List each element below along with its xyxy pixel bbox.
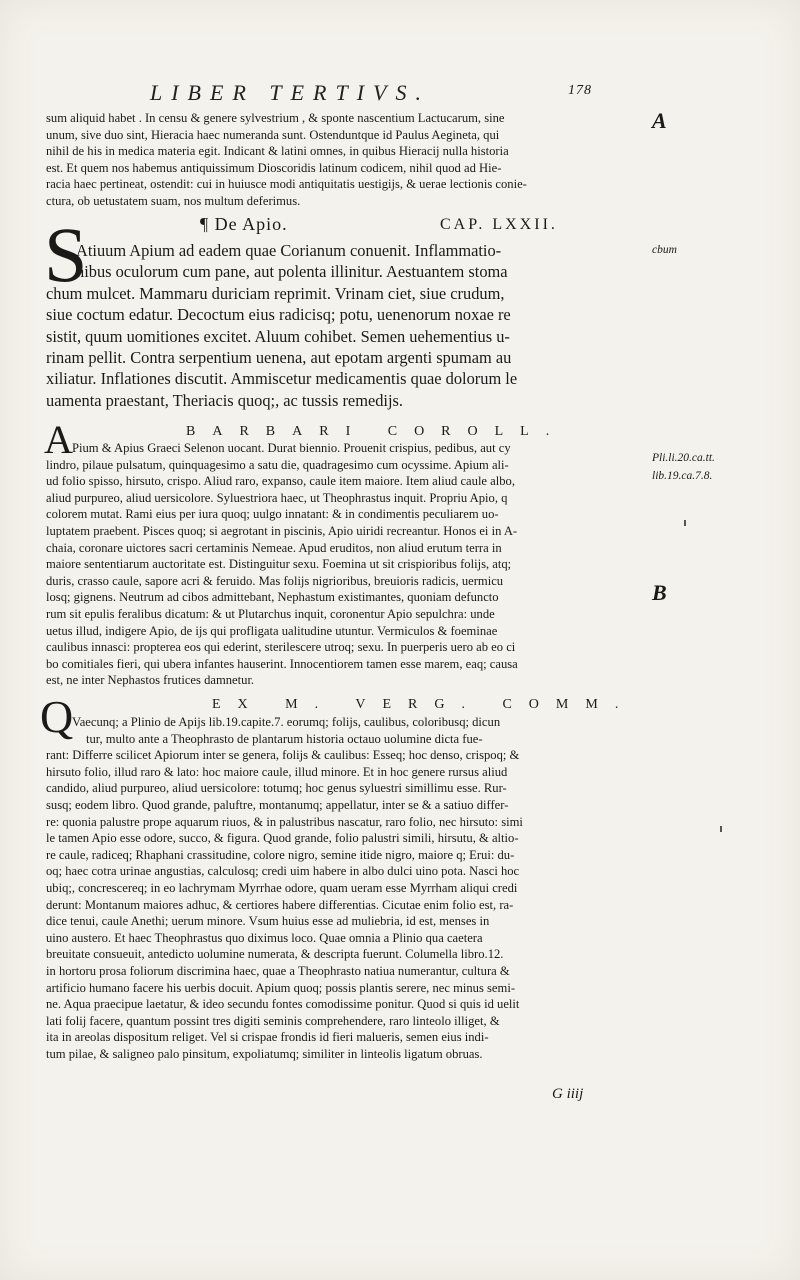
text-line: racia haec pertineat, ostendit: cui in huiusce modi antiquitatis uestigijs, & uerae lectionis conie- xyxy=(46,177,527,192)
text-line: dice tenui, caule Anethi; uerum minore. Vsum huius esse ad muliebria, id est, menses in xyxy=(46,914,490,929)
folio-number: 178 xyxy=(568,83,592,98)
text-line: nibus oculorum cum pane, aut polenta illinitur. Aestuantem stoma xyxy=(76,262,508,282)
text-line: nihil de his in medica materia egit. Indicant & latini omnes, in quibus Hieracij nulla historia xyxy=(46,144,509,159)
dioscorides-text xyxy=(46,240,638,411)
margin-note-top: cbum xyxy=(652,244,677,256)
text-line: est. Et quem nos habemus antiquissimum Dioscoridis latinum codicem, nihil quod ad Hie- xyxy=(46,160,502,175)
text-line: hirsuto folio, illud raro & lato: hoc maiore caule, illud minore. Et in hoc genere rursus aliud xyxy=(46,764,508,779)
text-line: ne. Aqua praecipue laetatur, & ideo secundu fontes comodissime ponitur. Quod si quis id uelit xyxy=(46,997,520,1012)
text-line: sum aliquid habet . In censu & genere sylvestrium , & sponte nascentium Lactucarum, sine xyxy=(46,111,505,125)
signature-mark: G iiij xyxy=(552,1086,584,1102)
text-line: aliud purpureo, aliud uersicolore. Syluestriora haec, ut Theophrastus inquit. Propriu Apio, q xyxy=(46,490,508,505)
text-line: ubiq;, concrescereq; in eo lachrymam Myrrhae odore, quam ueram esse Myrrham aliqui credi xyxy=(46,880,518,895)
text-line: Pium & Apius Graeci Selenon uocant. Durat biennio. Prouenit crispius, pedibus, aut cy xyxy=(72,441,511,455)
margin-reference-2: lib.19.ca.7.8. xyxy=(652,470,713,482)
text-line: maiore sententiarum auctoritate est. Distinguitur sexu. Foemina ut sit crispioribus folijs, atq; xyxy=(46,557,512,572)
text-line: rinam pellit. Contra serpentium uenena, aut epotam argenti spumam au xyxy=(46,348,512,368)
margin-reference-1: Pli.li.20.ca.tt. xyxy=(652,452,715,464)
text-line: rant: Differre scilicet Apiorum inter se genera, folijs & caulibus: Esseq; hoc denso, crispoq; & xyxy=(46,748,520,763)
text-line: Atiuum Apium ad eadem quae Corianum conuenit. Inflammatio- xyxy=(76,241,502,260)
text-line: derunt: Montanum maiores adhuc, & certiores habere differentias. Cicutae enim folio est, ra- xyxy=(46,897,514,912)
section-heading-vergilius: EX M. VERG. COMM. xyxy=(212,697,636,712)
margin-letter-b: B xyxy=(652,580,667,605)
text-line: Vaecunq; a Plinio de Apijs lib.19.capite.7. eorumq; folijs, caulibus, coloribusq; dicun xyxy=(72,715,501,729)
text-line: caulibus innasci: propterea eos qui ederint, sterilescere utroq; sexu. In puerperis uero ab eo ci xyxy=(46,640,516,655)
pilcrow-icon: ¶ xyxy=(200,214,210,234)
text-line: candido, aliud purpureo, aliud uersicolore: totumq; hoc genus syluestri simillimu esse. Rur- xyxy=(46,781,507,796)
text-line: le tamen Apio esse odore, succo, & figura. Quod grande, folio palustri simili, hirsutu, & altio- xyxy=(46,831,519,846)
running-head: LIBER TERTIVS. xyxy=(150,80,430,105)
text-line: uetus illud, indigere Apio, de ijs qui profligata ualitudine utuntur. Vermiculos & foeminae xyxy=(46,623,498,638)
drop-cap-a: A xyxy=(44,417,73,462)
text-line: colorem mutat. Rami eius per iura quoq; uulgo innatant: & in condimentis peculiarem uo- xyxy=(46,507,499,522)
text-line: susq; eodem libro. Quod grande, paluftre, montanumq; appellatur, inter se & a satiuo differ- xyxy=(46,797,509,812)
chapter-title: ¶ De Apio. xyxy=(200,214,288,234)
section-heading-barbari: BARBARI COROLL. xyxy=(186,424,567,439)
opening-paragraph xyxy=(46,110,636,210)
text-line: lindro, pilaue pulsatum, quinquagesimo a satu die, quadragesimo cum ocyssime. Apium ali- xyxy=(46,457,509,472)
text-line: bo comitiales fieri, qui ubera infantes hauserint. Innocentiorem tamen esse marem, eaq; causa xyxy=(46,656,518,671)
text-line: uino austero. Et haec Theophrastus quo diximus loco. Quae omnia a Plinio qua caetera xyxy=(46,930,483,945)
text-line: unum, sive duo sint, Hieracia haec numeranda sunt. Ostenduntque id Paulus Aegineta, qui xyxy=(46,127,500,142)
margin-mark xyxy=(720,826,722,832)
margin-mark xyxy=(684,520,686,526)
text-line: tur, multo ante a Theophrasto de plantarum historia octauo uolumine dicta fue- xyxy=(86,731,483,746)
margin-letter-a: A xyxy=(652,108,667,133)
chapter-number: CAP. LXXII. xyxy=(440,216,558,233)
text-line: tum pilae, & saligneo palo pinsitum, expoliatumq; similiter in linteolis ligatum obruas. xyxy=(46,1046,483,1061)
text-line: ud folio spisso, hirsuto, crispo. Aliud raro, expanso, caule item maiore. Item aliud caule albo, xyxy=(46,474,516,489)
text-line: in hortoru prosa foliorum discrimina haec, quae a Theophrasto natiua numerantur, cultura & xyxy=(46,963,510,978)
drop-cap-s: S xyxy=(44,211,88,298)
text-line: luptatem praebent. Pisces quoq; si aegrotant in piscinis, Apio uiridi recreantur. Honos ei in A- xyxy=(46,523,518,538)
text-line: artificio humano facere his uerbis docuit. Apium quoq; possis plantis serere, nec minus semi- xyxy=(46,980,516,995)
text-line: re: quonia palustre prope aquarum riuos, & in palustribus nascatur, raro folio, nec hirsuto: simi xyxy=(46,814,523,829)
text-line: ita in areolas dispositum religet. Vel si crispae frondis id fieri malueris, semen eius indi- xyxy=(46,1030,489,1045)
text-line: rum sit epulis feralibus dicatum: & ut Plutarchus inquit, coronentur Apio sepulchra: unde xyxy=(46,606,495,621)
text-line: est, ne inter Nephastos frutices damnetur. xyxy=(46,673,255,688)
text-line: chaia, coronare uictores sacri certaminis Nemeae. Apud eruditos, non aliud erutum terra in xyxy=(46,540,502,555)
text-line: ctura, ob uetustatem suam, nos multum deferimus. xyxy=(46,193,301,208)
vergilius-text xyxy=(46,714,636,1062)
text-line: breuitate consueuit, antedicto uolumine numerata, & descripta fuerunt. Columella libro.12. xyxy=(46,947,504,962)
text-line: xiliatur. Inflationes discutit. Ammiscetur medicamentis quae dolorum le xyxy=(46,369,518,389)
text-line: uamenta praestant, Theriacis quoq;, ac tussis remedijs. xyxy=(46,390,404,410)
text-line: losq; gignens. Neutrum ad cibos admittebant, Nephastum existimantes, quoniam defuncto xyxy=(46,590,499,605)
text-line: siue coctum edatur. Decoctum eius radicisq; potu, uenenorum noxae re xyxy=(46,305,511,325)
text-line: re caule, radiceq; Rhaphani crassitudine, colore nigro, semine itide nigro, maiore q; Erui: du- xyxy=(46,847,515,862)
drop-cap-q: Q xyxy=(40,691,74,742)
text-line: sistit, quum uomitiones excitet. Aluum cohibet. Semen uehementius u- xyxy=(46,326,510,346)
text-line: chum mulcet. Mammaru duriciam reprimit. Vrinam ciet, siue crudum, xyxy=(46,283,505,303)
text-line: oq; haec cotra urinae angustias, calculosq; credi uim habere in albo dulci uino pota. Nasci hoc xyxy=(46,864,520,879)
text-line: duris, crasso caule, sapore acri & feruido. Mas folijs nigrioribus, breuioris radicis, uermicu xyxy=(46,573,504,588)
barbari-text xyxy=(46,440,636,689)
text-line: lati folij facere, quantum possint tres digiti seminis comprehendere, raro linteolo illiget, & xyxy=(46,1013,500,1028)
